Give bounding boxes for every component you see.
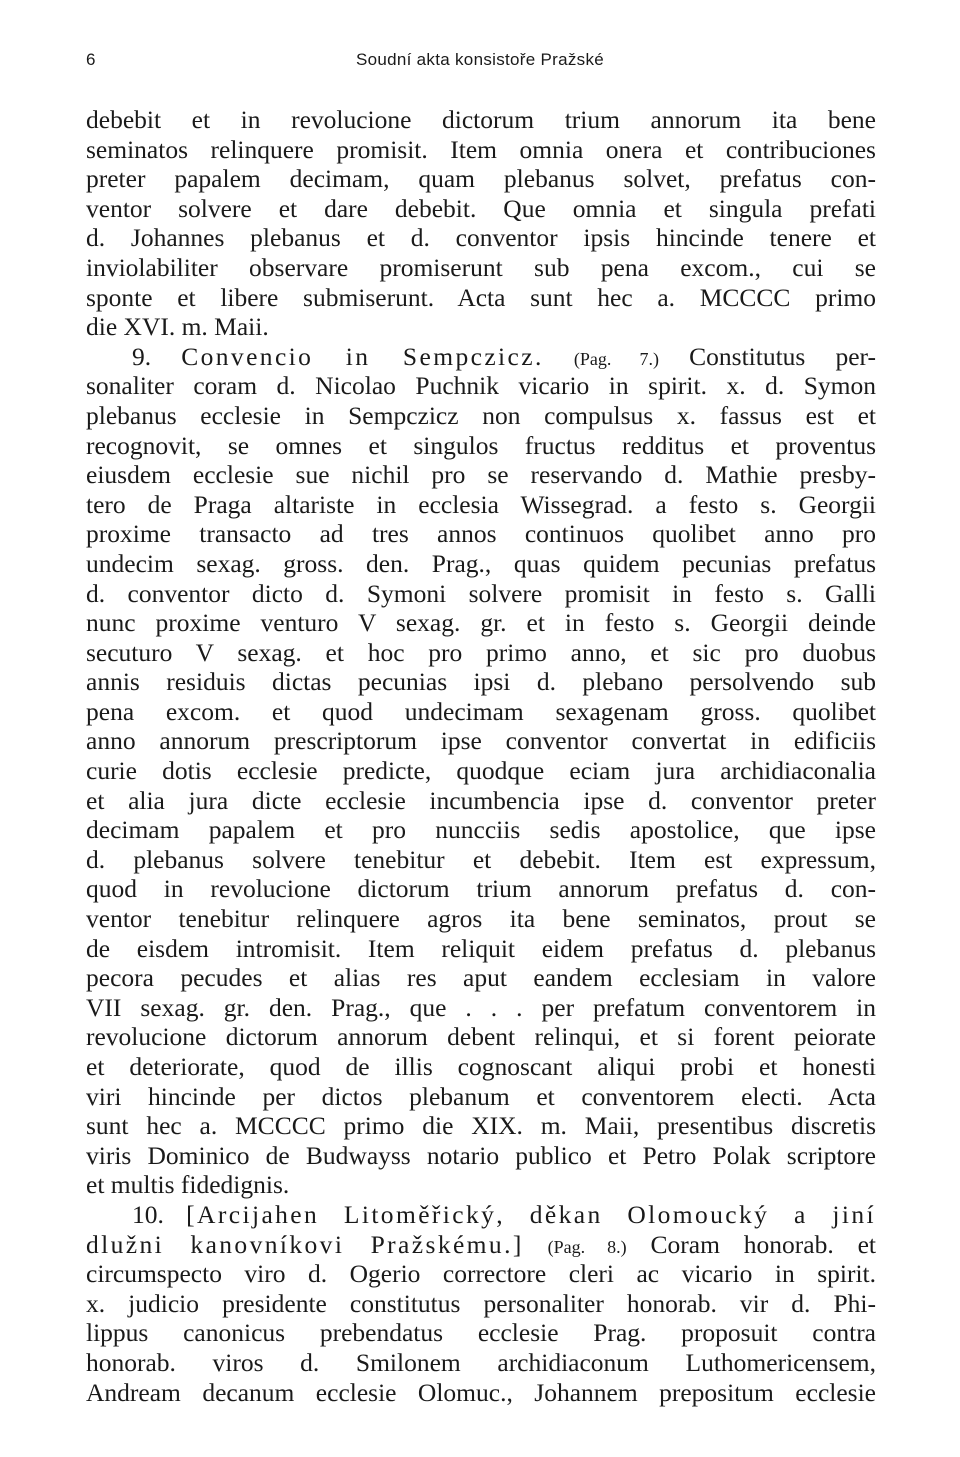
text-line: et alia jura dicte ecclesie incumbencia ipse d. conventor preter xyxy=(86,785,876,815)
text-line: anno annorum prescriptorum ipse conventor convertat in edificiis xyxy=(86,726,876,756)
text-line: x. judicio presidente constitutus personaliter honorab. vir d. Phi- xyxy=(86,1288,876,1318)
text-line: pecora pecudes et alias res aput eandem ecclesiam in valore xyxy=(86,963,876,993)
text-line: curie dotis ecclesie predicte, quodque eciam jura archidiaconalia xyxy=(86,756,876,786)
page-number: 6 xyxy=(86,50,96,69)
entry-heading-10-cont xyxy=(86,1230,876,1260)
text-line: et deteriorate, quod de illis cognoscant aliqui probi et honesti xyxy=(86,1052,876,1081)
body-text xyxy=(86,105,876,1407)
text-line: honorab. viros d. Smilonem archidiaconum Luthomericensem, xyxy=(86,1347,876,1377)
text-line: decimam papalem et pro nuncciis sedis apostolice, que ipse xyxy=(86,815,876,845)
text-line: d. plebanus solvere tenebitur et debebit. Item est expressum, xyxy=(86,844,876,874)
text-line: sonaliter coram d. Nicolao Puchnik vicario in spirit. x. d. Symon xyxy=(86,371,876,401)
text-line: recognovit, se omnes et singulos fructus redditus et proventus xyxy=(86,430,876,460)
text-line: d. Johannes plebanus et d. conventor ipsis hincinde tenere et xyxy=(86,223,876,253)
text-line: tero de Praga altariste in ecclesia Wissegrad. a festo s. Georgii xyxy=(86,489,876,519)
entry-text: Coram honorab. et xyxy=(650,1229,876,1259)
entry-heading-10 xyxy=(86,1200,876,1230)
text-line: undecim sexag. gross. den. Prag., quas quidem pecunias prefatus xyxy=(86,548,876,578)
entry-number: 9. xyxy=(132,341,152,371)
text-line: sunt hec a. MCCCC primo die XIX. m. Maii, presentibus discretis xyxy=(86,1111,876,1141)
text-line: de eisdem intromisit. Item reliquit eidem prefatus d. plebanus xyxy=(86,933,876,963)
page-reference: (Pag. 7.) xyxy=(573,348,660,369)
text-line: Andream decanum ecclesie Olomuc., Johannem prepositum ecclesie xyxy=(86,1377,876,1407)
entry-title: dlužni kanovníkovi Pražskému.] xyxy=(86,1229,524,1259)
text-line: secuturo V sexag. et hoc pro primo anno, et sic pro duobus xyxy=(86,637,876,667)
text-line: inviolabiliter observare promiserunt sub pena excom., cui se xyxy=(86,252,876,282)
text-line: VII sexag. gr. den. Prag., que . . . per prefatum conventorem in xyxy=(86,992,876,1022)
text-line: viri hincinde per dictos plebanum et conventorem electi. Acta xyxy=(86,1081,876,1111)
page-reference: (Pag. 8.) xyxy=(547,1236,627,1257)
text-line: circumspecto viro d. Ogerio correctore cleri ac vicario in spirit. xyxy=(86,1259,876,1289)
text-line: sponte et libere submiserunt. Acta sunt hec a. MCCCC primo xyxy=(86,282,876,312)
text-line: nunc proxime venturo V sexag. gr. et in festo s. Georgii deinde xyxy=(86,608,876,638)
text-line: quod in revolucione dictorum trium annorum prefatus d. con- xyxy=(86,874,876,904)
entry-number: 10. xyxy=(132,1199,164,1229)
text-line: proxime transacto ad tres annos continuos quolibet anno pro xyxy=(86,519,876,549)
entry-title: [Arcijahen Litoměřický, děkan Olomoucký a jiní xyxy=(186,1199,876,1229)
text-line: et multis fidedignis. xyxy=(86,1170,290,1200)
text-line: debebit et in revolucione dictorum trium annorum ita bene xyxy=(86,105,876,134)
text-line: seminatos relinquere promisit. Item omnia onera et contribuciones xyxy=(86,134,876,164)
text-line: viris Dominico de Budwayss notario publico et Petro Polak scriptore xyxy=(86,1140,876,1170)
text-line: preter papalem decimam, quam plebanus solvet, prefatus con- xyxy=(86,164,876,194)
entry-text: Constitutus per- xyxy=(689,341,876,371)
text-line: plebanus ecclesie in Sempczicz non compulsus x. fassus est et xyxy=(86,400,876,430)
entry-title: Convencio in Sempczicz. xyxy=(181,341,544,371)
text-line: d. conventor dicto d. Symoni solvere promisit in festo s. Galli xyxy=(86,578,876,608)
text-line: ventor solvere et dare debebit. Que omnia et singula prefati xyxy=(86,193,876,223)
text-line: ventor tenebitur relinquere agros ita bene seminatos, prout se xyxy=(86,904,876,934)
text-line: lippus canonicus prebendatus ecclesie Prag. proposuit contra xyxy=(86,1318,876,1348)
text-line: die XVI. m. Maii. xyxy=(86,312,269,342)
entry-heading-9 xyxy=(86,342,876,372)
text-line: eiusdem ecclesie sue nichil pro se reservando d. Mathie presby- xyxy=(86,460,876,490)
text-line: annis residuis dictas pecunias ipsi d. plebano persolvendo sub xyxy=(86,667,876,697)
running-title: Soudní akta konsistoře Pražské xyxy=(355,50,605,69)
text-line: pena excom. et quod undecimam sexagenam gross. quolibet xyxy=(86,696,876,726)
text-line: revolucione dictorum annorum debent relinqui, et si forent peiorate xyxy=(86,1022,876,1052)
